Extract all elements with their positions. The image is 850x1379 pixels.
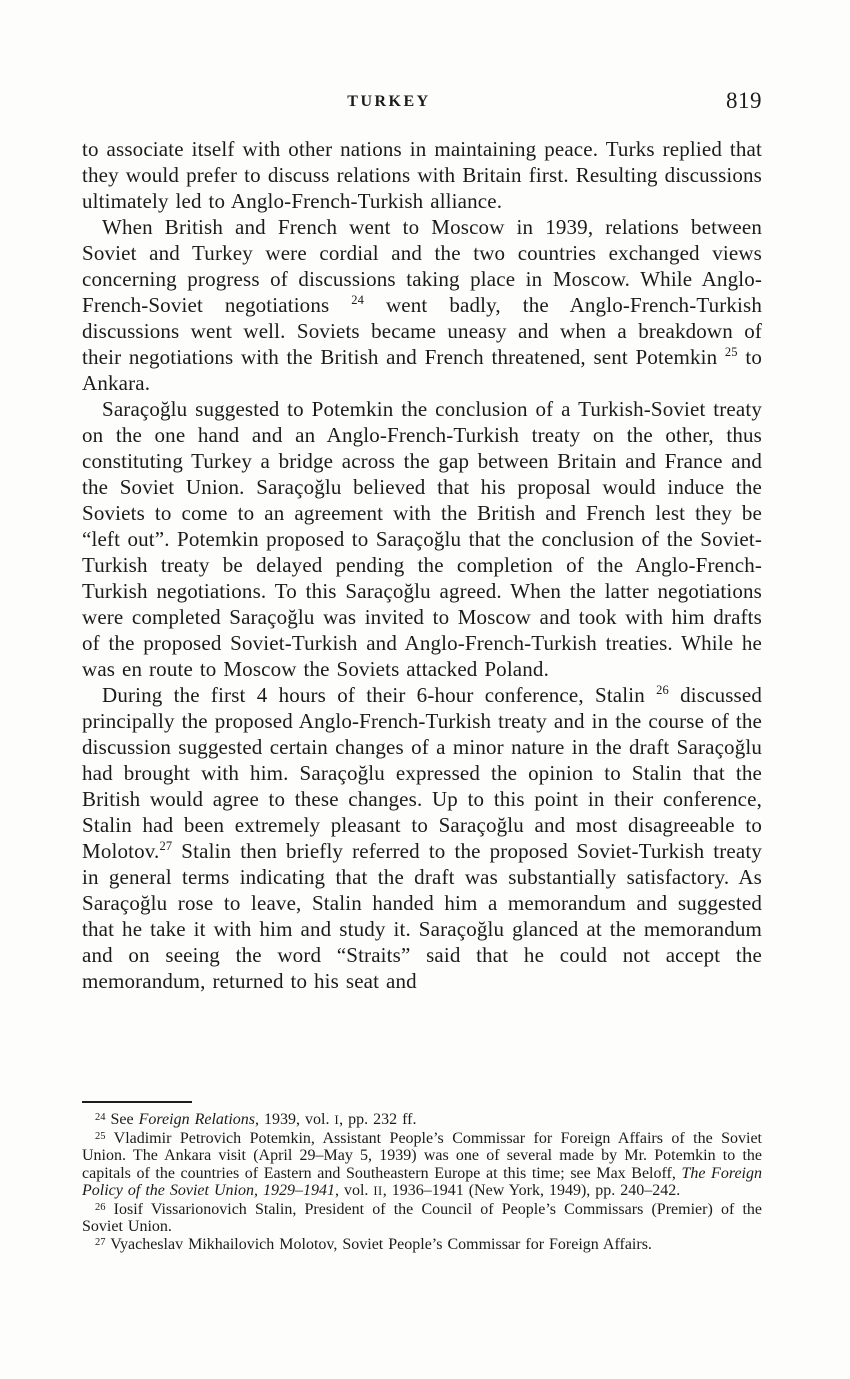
text-run: During the first 4 hours of their 6-hour conference, Stalin [102,683,657,707]
text-run: When British and French went to Moscow in 1939, relations between Soviet and Turkey were cordial and the two countries exchanged views concerning progress of discussions taking place in Moscow. While Anglo-French-Soviet negotiations [82,215,762,317]
text-run: Stalin then briefly referred to the proposed Soviet-Turkish treaty in general terms indicating that the draft was substantially satisfactory. As Saraçoğlu rose to leave, Stalin handed him a memorandum and suggested that he take it with him and study it. Saraçoğlu glanced at the memorandum and on seeing the word “Straits” said that he could not accept the memorandum, returned to his seat and [82,839,762,993]
footnote-27 [82,1236,762,1254]
page-number: 819 [726,88,762,113]
text-run: to associate itself with other nations in maintaining peace. Turks replied that they would prefer to discuss relations with Britain first. Resulting discussions ultimately led to Anglo-French-Turkish alliance. [82,137,762,213]
paragraph-4 [82,682,762,994]
footnote-area [82,1101,762,1253]
body-text [82,136,762,994]
paragraph-1 [82,136,762,214]
text-run: See [105,1111,139,1128]
footnote-24 [82,1111,762,1130]
text-run: Iosif Vissarionovich Stalin, President of the Council of People’s Commissars (Premier) of the Soviet Union. [82,1200,762,1235]
text-run: II [373,1184,383,1198]
footnote-ref: 26 [656,683,669,697]
text-run: The Foreign Policy of the Soviet Union, 1929–1941 [82,1164,762,1199]
text-run: Vyacheslav Mikhailovich Molotov, Soviet People’s Commissar for Foreign Affairs. [105,1235,652,1253]
footnote-ref: 24 [351,293,365,307]
text-run: Foreign Relations [138,1111,255,1128]
footnote-26 [82,1201,762,1236]
footnote-ref: 25 [724,345,738,359]
text-run: discussed principally the proposed Anglo-French-Turkish treaty and in the course of the discussion suggested certain changes of a minor nature in the draft Saraçoğlu had brought with him. Saraçoğlu expressed the opinion to Stalin that the British would agree to these changes. Up to this point in their conference, Stalin had been extremely pleasant to Saraçoğlu and most disagreeable to Molotov. [82,683,762,863]
text-run: , 1939, vol. [255,1111,335,1128]
footnote-ref: 25 [95,1130,106,1142]
text-run: Saraçoğlu suggested to Potemkin the conclusion of a Turkish-Soviet treaty on the one hand and an Anglo-French-Turkish treaty on the other, thus constituting Turkey a bridge across the gap between Britain and France and the Soviet Union. Saraçoğlu believed that his proposal would induce the Soviets to come to an agreement with the British and French lest they be “left out”. Potemkin proposed to Saraçoğlu that the conclusion of the Soviet-Turkish treaty be delayed pending the completion of the Anglo-French-Turkish negotiations. To this Saraçoğlu agreed. When the latter negotiations were completed Saraçoğlu was invited to Moscow and took with him drafts of the proposed Soviet-Turkish and Anglo-French-Turkish treaties. While he was en route to Moscow the Soviets attacked Poland. [82,397,762,681]
text-run: , vol. [334,1182,374,1199]
page-header [82,88,762,120]
text-run: , 1936–1941 (New York, 1949), pp. 240–242. [382,1182,681,1199]
footnote-ref: 24 [95,1112,106,1123]
running-head: TURKEY [347,93,431,110]
footnote-ref: 26 [95,1201,106,1213]
text-run: , pp. 232 ff. [339,1111,417,1128]
footnote-ref: 27 [95,1236,106,1248]
text-run: to Ankara. [82,345,762,395]
paragraph-2 [82,214,762,396]
footnote-separator [82,1101,192,1103]
paragraph-3 [82,396,762,682]
footnote-ref: 27 [159,839,173,853]
text-run: I [334,1113,340,1127]
text-run: Vladimir Petrovich Potemkin, Assistant People’s Commissar for Foreign Affairs of the Soviet Union. The Ankara visit (April 29–May 5, 1939) was one of several made by Mr. Potemkin to the capitals of the countries of Eastern and Southeastern Europe at this time; see Max Beloff, [82,1129,762,1182]
footnote-25 [82,1130,762,1201]
text-run: went badly, the Anglo-French-Turkish discussions went well. Soviets became uneasy and when a breakdown of their negotiations with the British and French threatened, sent Potemkin [82,293,762,369]
